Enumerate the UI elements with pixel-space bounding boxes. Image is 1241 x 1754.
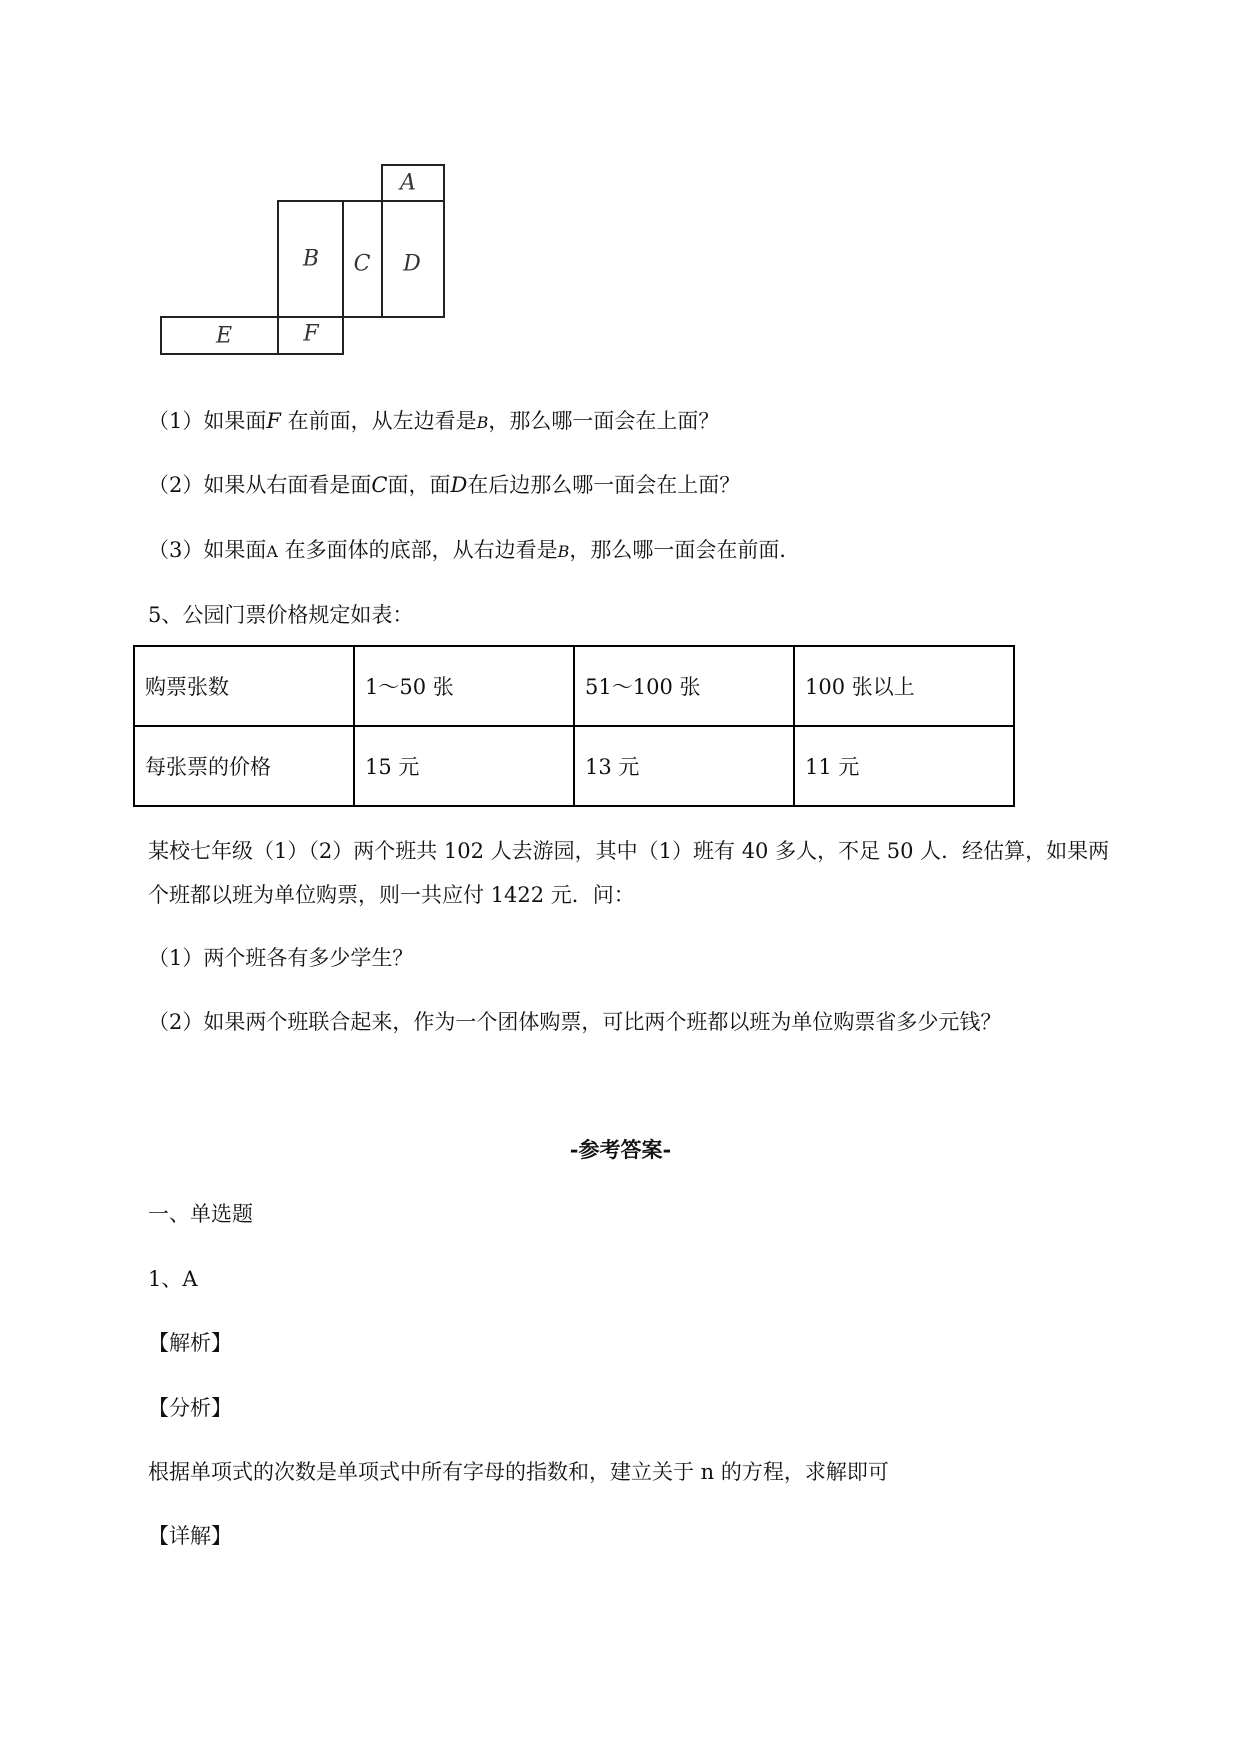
- analysis-text: 根据单项式的次数是单项式中所有字母的指数和，建立关于 n 的方程，求解即可: [148, 1460, 889, 1484]
- q5-sub1: （1）两个班各有多少学生？: [148, 946, 414, 970]
- table-cell: 100 张以上: [794, 646, 1014, 726]
- table-cell: 11 元: [794, 726, 1014, 806]
- table-row: [134, 726, 1014, 806]
- table-cell: 1～50 张: [354, 646, 574, 726]
- face-a-label: A: [400, 170, 416, 196]
- q5-intro: 5、公园门票价格规定如表：: [148, 603, 414, 627]
- table-cell: 购票张数: [134, 646, 354, 726]
- table-cell: 15 元: [354, 726, 574, 806]
- q4-sub3: （3）如果面A 在多面体的底部，从右边看是B，那么哪一面会在前面．: [148, 538, 801, 562]
- table-row: [134, 646, 1014, 726]
- face-d-label: D: [403, 251, 421, 277]
- xiangjie-label: 【详解】: [148, 1524, 232, 1548]
- answer-item-1: 1、A: [148, 1267, 198, 1291]
- q5-body-line1: 某校七年级（1）（2）两个班共 102 人去游园，其中（1）班有 40 多人，不足 50 人．经估算，如果两: [148, 839, 1110, 863]
- q5-sub2: （2）如果两个班联合起来，作为一个团体购票，可比两个班都以班为单位购票省多少元钱？: [148, 1010, 1002, 1034]
- face-b-label: B: [302, 246, 320, 272]
- table-cell: 13 元: [574, 726, 794, 806]
- fenxi-label: 【分析】: [148, 1396, 232, 1420]
- face-c-label: C: [353, 251, 371, 277]
- q4-sub1: （1）如果面F 在前面，从左边看是B，那么哪一面会在上面？: [148, 409, 720, 433]
- answers-title: -参考答案-: [569, 1137, 672, 1162]
- table-cell: 51～100 张: [574, 646, 794, 726]
- face-f-label: F: [303, 321, 319, 347]
- answers-section-heading: 一、单选题: [148, 1202, 253, 1226]
- jiexi-label: 【解析】: [148, 1331, 232, 1355]
- ticket-price-table: [133, 645, 1015, 807]
- q5-body-line2: 个班都以班为单位购票，则一共应付 1422 元．问：: [148, 883, 635, 907]
- q4-sub2: （2）如果从右面看是面C面，面D在后边那么哪一面会在上面？: [148, 473, 741, 497]
- face-e-label: E: [215, 323, 233, 349]
- table-cell: 每张票的价格: [134, 726, 354, 806]
